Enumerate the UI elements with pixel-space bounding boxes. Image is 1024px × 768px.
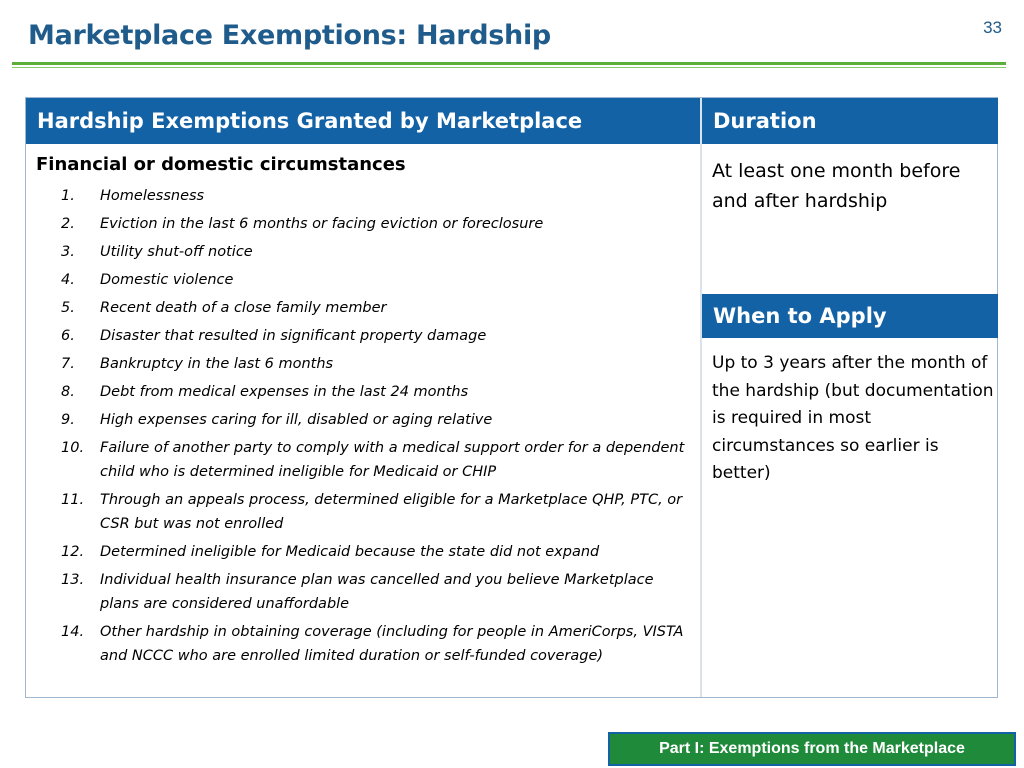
list-item-text: Homelessness xyxy=(100,188,205,204)
list-item xyxy=(36,488,691,536)
list-item-number: 1. xyxy=(61,188,75,204)
section-heading: Financial or domestic circumstances xyxy=(36,154,406,175)
list-item-text: Individual health insurance plan was cancelled and you believe Marketplace plans are considered unaffordable xyxy=(100,572,654,612)
list-item-text: Domestic violence xyxy=(100,272,234,288)
list-item-number: 3. xyxy=(61,244,75,260)
list-item-text: High expenses caring for ill, disabled or aging relative xyxy=(100,412,493,428)
list-item xyxy=(36,620,691,668)
list-item-text: Failure of another party to comply with a medical support order for a dependent child who is determined ineligible for Medicaid or CHIP xyxy=(100,440,685,480)
list-item-number: 10. xyxy=(61,440,85,456)
list-item-number: 2. xyxy=(61,216,75,232)
list-item-number: 8. xyxy=(61,384,75,400)
list-item-number: 12. xyxy=(61,544,85,560)
list-item xyxy=(36,184,691,208)
hardship-list xyxy=(36,184,691,672)
page-number: 33 xyxy=(983,18,1002,37)
hardship-table xyxy=(25,97,998,698)
column-divider xyxy=(700,98,702,697)
list-item-number: 7. xyxy=(61,356,75,372)
list-item-number: 5. xyxy=(61,300,75,316)
list-item xyxy=(36,408,691,432)
list-item-text: Determined ineligible for Medicaid because the state did not expand xyxy=(100,544,600,560)
list-item xyxy=(36,352,691,376)
list-item-text: Disaster that resulted in significant property damage xyxy=(100,328,487,344)
list-item xyxy=(36,324,691,348)
list-item xyxy=(36,380,691,404)
title-rule-thin xyxy=(12,67,1006,68)
list-item-number: 4. xyxy=(61,272,75,288)
list-item-text: Other hardship in obtaining coverage (including for people in AmeriCorps, VISTA and NCCC who are enrolled limited duration or self-funded coverage) xyxy=(100,624,684,664)
header-duration: Duration xyxy=(702,98,998,144)
list-item-number: 11. xyxy=(61,492,85,508)
header-when-to-apply: When to Apply xyxy=(702,294,998,338)
list-item xyxy=(36,240,691,264)
list-item-number: 9. xyxy=(61,412,75,428)
list-item-number: 13. xyxy=(61,572,85,588)
list-item-number: 14. xyxy=(61,624,85,640)
title-rule xyxy=(12,62,1006,65)
list-item-text: Through an appeals process, determined eligible for a Marketplace QHP, PTC, or CSR but was not enrolled xyxy=(100,492,683,532)
list-item-text: Debt from medical expenses in the last 24 months xyxy=(100,384,469,400)
duration-text: At least one month before and after hardship xyxy=(712,160,961,212)
list-item xyxy=(36,296,691,320)
header-exemptions: Hardship Exemptions Granted by Marketplace xyxy=(26,98,700,144)
list-item xyxy=(36,268,691,292)
list-item-text: Utility shut-off notice xyxy=(100,244,253,260)
when-to-apply-text: Up to 3 years after the month of the hardship (but documentation is required in most circumstances so earlier is better) xyxy=(712,353,994,483)
list-item xyxy=(36,540,691,564)
list-item-text: Bankruptcy in the last 6 months xyxy=(100,356,334,372)
list-item xyxy=(36,212,691,236)
section-footer-tag: Part I: Exemptions from the Marketplace xyxy=(608,732,1016,766)
list-item xyxy=(36,568,691,616)
list-item-text: Recent death of a close family member xyxy=(100,300,387,316)
list-item xyxy=(36,436,691,484)
slide-title: Marketplace Exemptions: Hardship xyxy=(28,20,551,51)
list-item-text: Eviction in the last 6 months or facing eviction or foreclosure xyxy=(100,216,544,232)
list-item-number: 6. xyxy=(61,328,75,344)
